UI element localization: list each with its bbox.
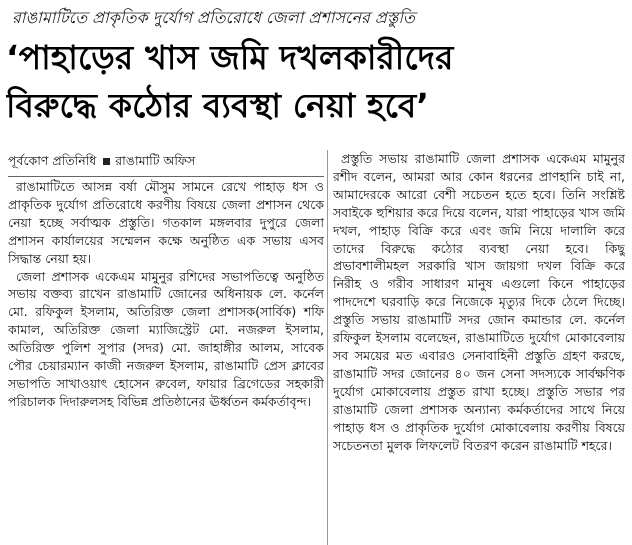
column-divider: [327, 150, 328, 545]
headline-line-2: বিরুদ্ধে কঠোর ব্যবস্থা নেয়া হবে’: [6, 86, 430, 125]
byline-office: রাঙামাটি অফিস: [115, 153, 196, 168]
headline-line-1: ‘পাহাড়ের খাস জমি দখলকারীদের: [6, 38, 454, 77]
article-paragraph-2: জেলা প্রশাসক একেএম মামুনুর রশিদের সভাপতিত্বে অনুষ্ঠিত সভায় বক্তব্য রাখেন রাঙামাটি জোনের অধিনায়ক লে. কর্নেল মো. রফিকুল ইসলাম, অতিরিক্ত জেলা প্রশাসক(সার্বিক) শফি কামাল, অতিরিক্ত জেলা ম্যাজিস্ট্রেট মো. নজরুল ইসলাম, অতিরিক্ত পুলিশ সুপার (সদর) মো. জাহাঙ্গীর আলম, সাবেক পৌর চেয়ারম্যান কাজী নজরুল ইসলাম, রাঙামাটি প্রেস ক্লাবের সভাপতি সাখাওয়াৎ হোসেন রুবেল, ফায়ার ব্রিগেডের সহকারী পরিচালক দিদারুলসহ বিভিন্ন প্রতিষ্ঠানের ঊর্ধ্বতন কর্মকর্তাবৃন্দ।: [8, 268, 324, 409]
article-paragraph-3: প্রস্তুতি সভায় রাঙামাটি জেলা প্রশাসক একেএম মামুনুর রশীদ বলেন, আমরা আর কোন ধরনের প্রাণহানি চাই না, আমাদেরকে আরো বেশী সচেতন হতে হবে। তিনি সংশ্লিষ্ট সবাইকে হুশিয়ার করে দিয়ে বলেন, যারা পাহাড়ের খাস জমি দখল, পাহাড় বিক্রি করে এবং জমি নিয়ে দালালি করে তাদের বিরুদ্ধে কঠোর ব্যবস্থা নেয়া হবে। কিছু প্রভাবশালীমহল সরকারি খাস জায়গা দখল বিক্রি করে নিরীহ ও গরীব সাধারণ মানুষ এগুলো কিনে পাহাড়ের পাদদেশে ঘরবাড়ি করে নিজেকে মৃত্যুর দিকে ঠেলে দিচ্ছে। প্রস্তুতি সভায় রাঙামাটি সদর জোন কমান্ডার লে. কর্নেল রফিকুল ইসলাম বলেছেন, রাঙামাটিতে দুর্যোগ মোকাবেলায় সব সময়ের মত এবারও সেনাবাহিনী প্রস্তুতি গ্রহণ করছে, রাঙামাটি সদর জোনের ৪০ জন সেনা সদস্যকে সার্বক্ষণিক দুর্যোগ মোকাবেলায় প্রস্তুত রাখা হচ্ছে। প্রস্তুতি সভার পর রাঙামাটি জেলা প্রশাসক অন্যান্য কর্মকর্তাদের সাথে নিয়ে পাহাড় ধস ও প্রাকৃতিক দুর্যোগ মোকাবেলায় করণীয় বিষয়ে সচেতনতা মুলক লিফলেট বিতরণ করেন রাঙামাটি শহরে।: [333, 151, 625, 453]
article-column-right: [333, 150, 625, 545]
square-bullet-icon: [103, 158, 110, 165]
article-column-left: [8, 178, 324, 545]
byline-source: পূর্বকোণ প্রতিনিধি: [8, 153, 97, 168]
kicker-subheading: রাঙামাটিতে প্রাকৃতিক দুর্যোগ প্রতিরোধে জেলা প্রশাসনের প্রস্তুতি: [12, 8, 415, 27]
byline: [8, 150, 326, 172]
article-paragraph-1: রাঙামাটিতে আসন্ন বর্ষা মৌসুম সামনে রেখে পাহাড় ধস ও প্রাকৃতিক দুর্যোগ প্রতিরোধে করণীয় বিষয়ে জেলা প্রশাসন থেকে নেয়া হচ্ছে সর্বাত্মক প্রস্তুতি। গতকাল মঙ্গলবার দুপুরে জেলা প্রশাসন কার্যালয়ের সম্মেলন কক্ষে অনুষ্ঠিত এক সভায় এসব সিদ্ধান্ত নেয়া হয়।: [8, 179, 324, 266]
headline: [6, 34, 626, 130]
byline-rule: [8, 176, 324, 177]
